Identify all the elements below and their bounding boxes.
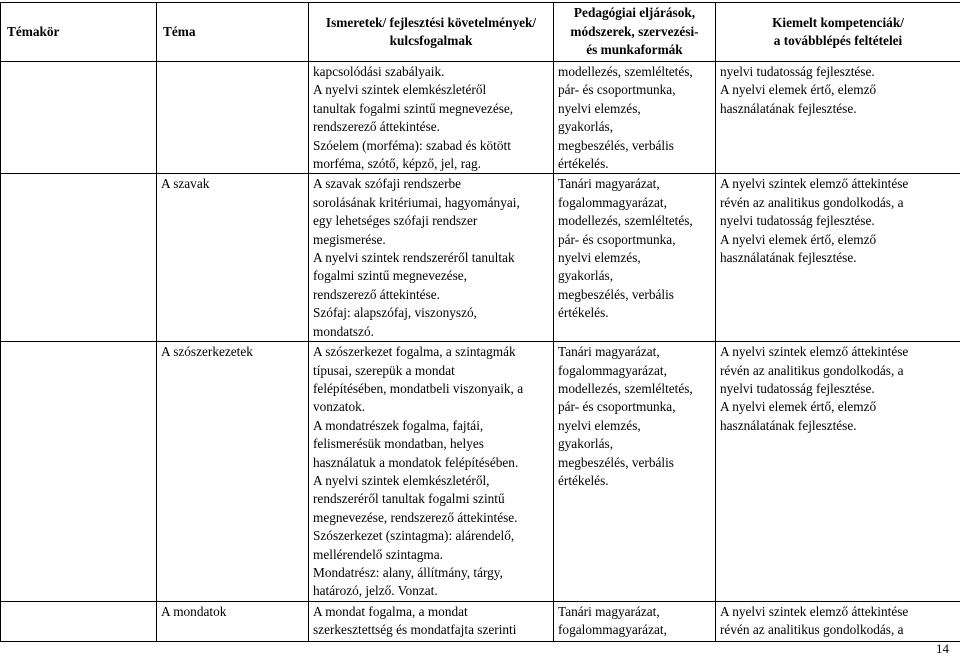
cell-line: révén az analitikus gondolkodás, a [720,362,904,378]
cell-line: A nyelvi szintek elemző áttekintése [720,603,909,619]
cell-line: fogalommagyarázat, [558,622,667,638]
cell-line: Mondatrész: alany, állítmány, tárgy, [313,564,503,580]
cell-line: Szószerkezet (szintagma): alárendelő, [313,528,515,544]
cell-line: A nyelvi szintek elemző áttekintése [720,176,909,192]
cell-line: fogalmi szintű megnevezése, [313,268,467,284]
header-line: és munkaformák [586,42,683,58]
cell-ismeretek [309,601,554,641]
cell-temakor [1,174,157,342]
table-header-row [1,3,960,62]
cell-temakor [1,601,157,641]
cell-line: megismerése. [313,231,386,247]
cell-tema: A szavak [157,174,309,342]
cell-line: A nyelvi szintek elemkészletéről, [313,472,490,488]
cell-line: pár- és csoportmunka, [558,231,676,247]
cell-line: A szavak szófaji rendszerbe [313,176,462,192]
header-line: kulcsfogalmak [389,33,473,48]
cell-line: felépítésében, mondatbeli viszonyaik, a [313,380,524,396]
cell-line: A nyelvi szintek elemző áttekintése [720,344,909,360]
cell-pedagogiai [554,601,716,641]
cell-tema: A szószerkezetek [157,342,309,602]
cell-line: nyelvi elemzés, [558,100,641,116]
header-line: Ismeretek/ fejlesztési követelmények/ [325,14,537,30]
cell-line: révén az analitikus gondolkodás, a [720,194,904,210]
cell-line: nyelvi elemzés, [558,250,641,266]
page-number: 14 [936,641,949,656]
curriculum-table [0,2,960,642]
cell-line: modellezés, szemléltetés, [558,64,693,79]
cell-line: rendszerező áttekintése. [313,286,440,302]
cell-line: pár- és csoportmunka, [558,399,676,415]
cell-line: A nyelvi elemek értő, elemző [720,82,877,98]
cell-line: nyelvi tudatosság fejlesztése. [720,213,875,229]
cell-line: A mondat fogalma, a mondat [313,603,468,619]
cell-line: fogalommagyarázat, [558,194,667,210]
cell-line: mondatszó. [313,323,374,339]
cell-line: tanultak fogalmi szintű megnevezése, [313,100,514,116]
cell-ismeretek [309,174,554,342]
table-row [1,62,960,174]
cell-line: fogalommagyarázat, [558,362,667,378]
cell-line: értékelés. [558,156,609,172]
cell-temakor [1,342,157,602]
cell-line: használatuk a mondatok felépítésében. [313,454,519,470]
cell-pedagogiai [554,342,716,602]
header-line: a továbblépés feltételei [773,33,903,48]
header-tema: Téma [157,3,309,62]
cell-line: sorolásának kritériumai, hagyományai, [313,194,520,210]
cell-line: megbeszélés, verbális [558,137,674,153]
cell-line: értékelés. [558,472,609,488]
cell-line: nyelvi elemzés, [558,417,641,433]
cell-line: használatának fejlesztése. [720,100,857,116]
cell-line: szerkesztettség és mondatfajta szerinti [313,622,517,638]
header-line: Kiemelt kompetenciák/ [772,14,904,30]
cell-line: Szóelem (morféma): szabad és kötött [313,137,511,153]
cell-line: mellérendelő szintagma. [313,546,443,562]
cell-line: A nyelvi szintek rendszeréről tanultak [313,250,515,266]
header-pedagogiai [554,3,716,62]
header-kiemelt [716,3,960,62]
cell-line: Tanári magyarázat, [558,176,660,192]
cell-kiemelt [716,342,960,602]
cell-pedagogiai [554,62,716,174]
header-ismeretek [309,3,554,62]
cell-tema: A mondatok [157,601,309,641]
cell-line: gyakorlás, [558,119,614,135]
cell-line: gyakorlás, [558,268,614,284]
table-row [1,174,960,342]
cell-pedagogiai [554,174,716,342]
header-line: módszerek, szervezési- [570,23,699,39]
cell-ismeretek [309,342,554,602]
cell-temakor [1,62,157,174]
table-body [1,62,960,642]
header-line: Pedagógiai eljárások, [573,5,696,21]
cell-line: modellezés, szemléltetés, [558,380,693,396]
cell-kiemelt [716,174,960,342]
cell-line: A nyelvi szintek elemkészletéről [313,82,487,98]
cell-line: Szófaj: alapszófaj, viszonyszó, [313,305,477,321]
cell-line: gyakorlás, [558,436,614,452]
cell-tema [157,62,309,174]
cell-line: értékelés. [558,305,609,321]
table-row [1,342,960,602]
cell-line: kapcsolódási szabályaik. [313,64,445,79]
cell-line: használatának fejlesztése. [720,417,857,433]
cell-line: modellezés, szemléltetés, [558,213,693,229]
cell-line: révén az analitikus gondolkodás, a [720,622,904,638]
cell-line: egy lehetséges szófaji rendszer [313,213,478,229]
cell-line: A nyelvi elemek értő, elemző [720,399,877,415]
cell-line: pár- és csoportmunka, [558,82,676,98]
cell-line: használatának fejlesztése. [720,250,857,266]
header-temakor: Témakör [1,3,157,62]
cell-kiemelt [716,62,960,174]
cell-line: típusai, szerepük a mondat [313,362,455,378]
cell-line: morféma, szótő, képző, jel, rag. [313,156,481,172]
table-row [1,601,960,641]
cell-line: vonzatok. [313,399,366,415]
cell-line: nyelvi tudatosság fejlesztése. [720,380,875,396]
cell-line: megbeszélés, verbális [558,286,674,302]
cell-line: megbeszélés, verbális [558,454,674,470]
cell-kiemelt [716,601,960,641]
cell-line: megnevezése, rendszerező áttekintése. [313,509,518,525]
cell-line: rendszeréről tanultak fogalmi szintű [313,491,505,507]
cell-line: nyelvi tudatosság fejlesztése. [720,64,875,79]
cell-line: Tanári magyarázat, [558,603,660,619]
cell-line: felismerésük mondatban, helyes [313,436,484,452]
cell-line: A nyelvi elemek értő, elemző [720,231,877,247]
cell-line: A mondatrészek fogalma, fajtái, [313,417,484,433]
cell-ismeretek [309,62,554,174]
cell-line: Tanári magyarázat, [558,344,660,360]
cell-line: rendszerező áttekintése. [313,119,440,135]
cell-line: A szószerkezet fogalma, a szintagmák [313,344,516,360]
cell-line: határozó, jelző. Vonzat. [313,583,438,599]
